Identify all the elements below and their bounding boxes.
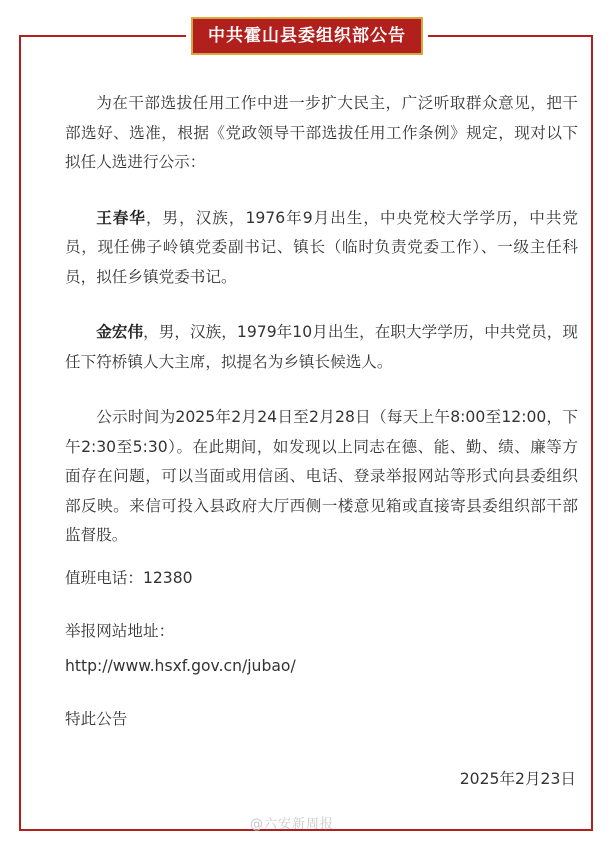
candidate-paragraph [65,204,578,293]
website-url-link[interactable]: http://www.hsxf.gov.cn/jubao/ [65,657,296,675]
page-title: 中共霍山县委组织部公告 [191,17,423,55]
watermark: @六安新周报 [250,817,335,832]
hotline: 值班电话：12380 [65,569,193,587]
candidate-name: 王春华 [96,208,146,227]
title-banner [186,17,428,55]
website-label: 举报网站地址： [65,622,175,640]
intro-paragraph: 为在干部选拔任用工作中进一步扩大民主，广泛听取群众意见，把干部选好、选准，根据《党政领导干部选拔任用工作条例》规定，现对以下拟任人选进行公示： [65,94,578,171]
candidate-paragraph [65,318,578,377]
candidate-name: 金宏伟 [96,323,144,341]
candidate-details: ，男，汉族，1976年9月出生，中央党校大学学历，中共党员，现任佛子岭镇党委副书记、镇长（临时负责党委工作）、一级主任科员，拟任乡镇党委书记。 [65,208,578,286]
notice-period-paragraph: 公示时间为2025年2月24日至2月28日（每天上午8:00至12:00，下午2:30至5:30）。在此期间，如发现以上同志在德、能、勤、绩、廉等方面存在问题，可以当面或用信函、电话、登录举报网站等形式向县委组织部反映。来信可投入县政府大厅西侧一楼意见箱或直接寄县委组织部干部监督股。 [65,408,578,544]
notice-date: 2025年2月23日 [459,770,576,788]
closing-text: 特此公告 [65,710,128,728]
candidate-details: ，男，汉族，1979年10月出生，在职大学学历，中共党员，现任下符桥镇人大主席，拟提名为乡镇长候选人。 [65,323,578,371]
notice-body [65,89,578,577]
